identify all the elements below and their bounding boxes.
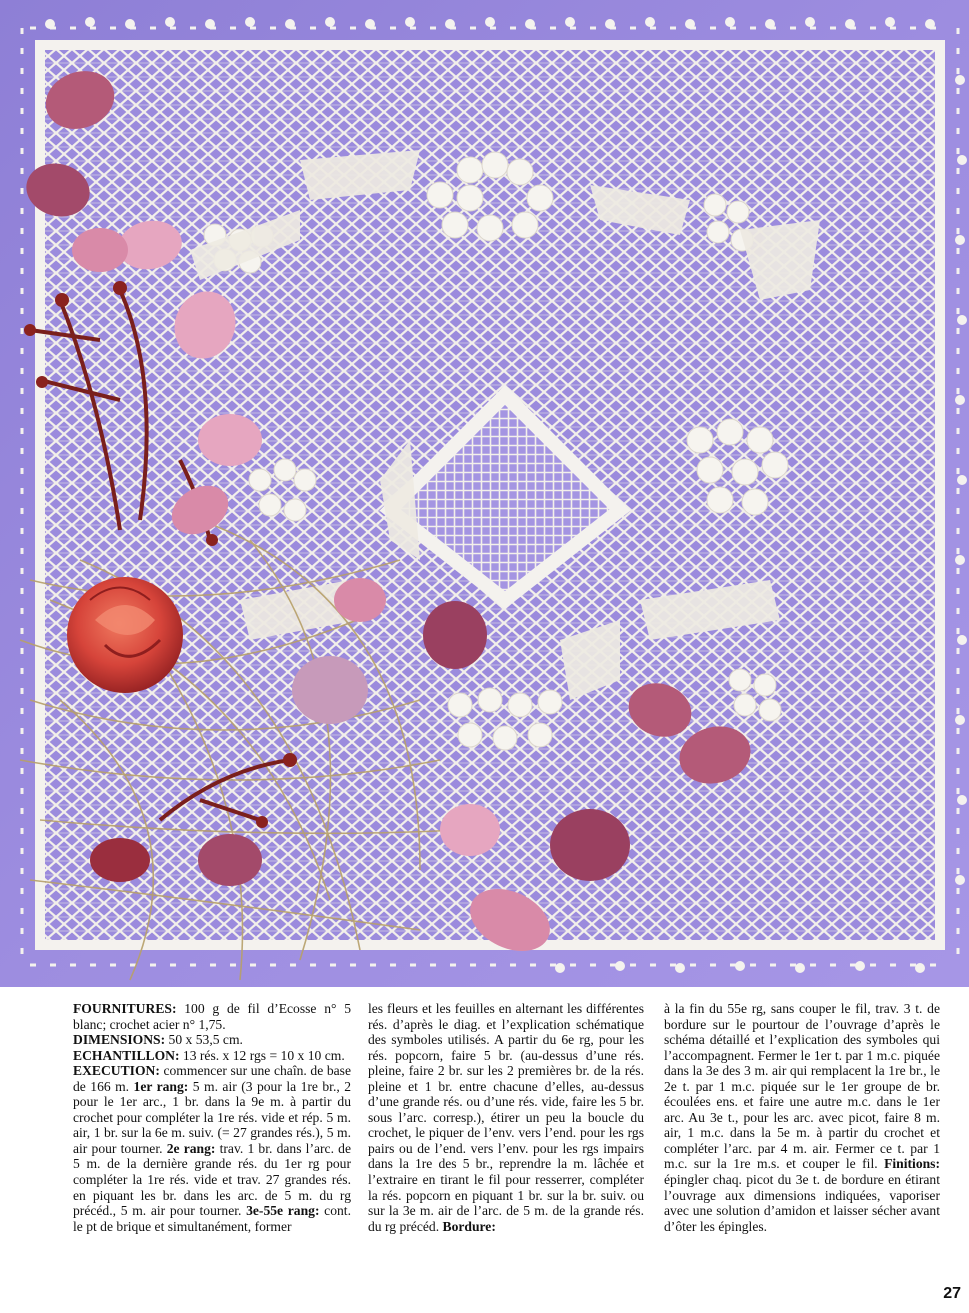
- text-finitions: épingler chaq. picot du 3e t. de bordure en étirant l’ouvrage aux dimensions indiquées, vaporiser avec une solution d’amidon et laisser sécher avant d’ôter les épingles.: [664, 1172, 940, 1234]
- text-echantillon: 13 rés. x 12 rgs = 10 x 10 cm.: [179, 1047, 345, 1063]
- page-number: 27: [943, 1285, 961, 1302]
- label-fournitures: FOURNITURES:: [73, 1001, 177, 1016]
- label-dimensions: DIMENSIONS:: [73, 1032, 166, 1048]
- label-rang-1: 1er rang:: [133, 1078, 189, 1094]
- label-echantillon: ECHANTILLON:: [73, 1047, 180, 1063]
- label-rang-2: 2e rang:: [166, 1140, 216, 1156]
- paragraph-echantillon: [73, 1048, 351, 1064]
- label-bordure: Bordure:: [442, 1218, 496, 1234]
- text-column-2-body: les fleurs et les feuilles en alternant les différentes rés. d’après le diag. et l’explication schématique des symboles utilisés. A partir du 6e rg, pour les rés. popcorn, faire 5 br. (au-dessus d’une rés. pleine, faire 2 br. sur les 2 premières br. de la rés. pleine et 1 br. entre chacune d’elles, au-dessus d’une grande rés. ou d’une rés. vide, faire les 5 br. sous l’arc. corresp.), étirer un peu la boucle du crochet, le piquer de l’env. vers l’end. pour les rgs pairs ou de l’end. vers l’env. pour les rgs impairs dans la 1re des 5 br., reprendre la m. lâchée et l’extraire en tirant le fil pour resserrer, compléter la rés. popcorn en piquant 1 br. sur la br. suiv. ou sur la 3e m. air de l’arc. de 5 m. de la grande rés. du rg précéd.: [368, 1001, 644, 1234]
- label-finitions: Finitions:: [884, 1156, 940, 1172]
- text-column-1: [73, 1001, 351, 1234]
- paragraph-fournitures: [73, 1001, 351, 1032]
- text-execution-3: trav. 1 br. dans l’arc. de 5 m. de la dernière grande rés. du 1er rg pour compléter la 1re rés. vide et trav. 27 grandes rés. en piquant les br. dans les arc. de 5 m. du rg précéd., 5 m. air pour tourner.: [73, 1140, 351, 1219]
- text-execution-1: commencer sur une chaîn. de base de 166 m.: [73, 1063, 351, 1094]
- text-execution-2: 5 m. air (3 pour la 1re br., 2 pour le 1er arc., 1 br. dans la 9e m. à partir du crochet pour compléter la 1re rés. vide et rép. 5 m. air, 1 br. sur la 6e m. suiv. (= 27 grandes rés.), 5 m. air pour tourner.: [73, 1078, 351, 1156]
- label-rang-3-55: 3e-55e rang:: [246, 1203, 320, 1219]
- paragraph-execution: [73, 1063, 351, 1234]
- text-column-2: [368, 1001, 644, 1234]
- text-execution-4: cont. le pt de brique et simultanément, former: [73, 1203, 351, 1234]
- rose-flower: [67, 577, 183, 693]
- text-dimensions: 50 x 53,5 cm.: [165, 1032, 243, 1048]
- text-column-3-body: à la fin du 55e rg, sans couper le fil, trav. 3 t. de bordure sur le pourtour de l’ouvrage d’après le schéma détaillé et l’explication des symboles qui l’accompagnent. Fermer le 1er t. par 1 m.c. piquée dans la 3e des 3 m. air qui remplacent la 1re br., le 2e t. par 1 m.c. piquée sur le 1er groupe de br. écoulées ens. et faire une autre m.c. dans le 1er arc. Au 3e t., pour les arc. avec picot, faire 8 m. air, 1 m.c. dans la 5e m. à partir du crochet et compléter l’arc. par 4 m. air. Fermer ce t. par 1 m.c. sur la 1re m.s. et couper le fil.: [664, 1001, 940, 1172]
- text-column-3: [664, 1001, 940, 1234]
- label-execution: EXECUTION:: [73, 1063, 160, 1079]
- instructions-text: [0, 987, 969, 1313]
- text-fournitures: 100 g de fil d’Ecosse n° 5 blanc; crochet acier n° 1,75.: [73, 1001, 351, 1032]
- paragraph-column-3: [664, 1001, 940, 1234]
- paragraph-column-2: [368, 1001, 644, 1234]
- paragraph-dimensions: [73, 1032, 351, 1048]
